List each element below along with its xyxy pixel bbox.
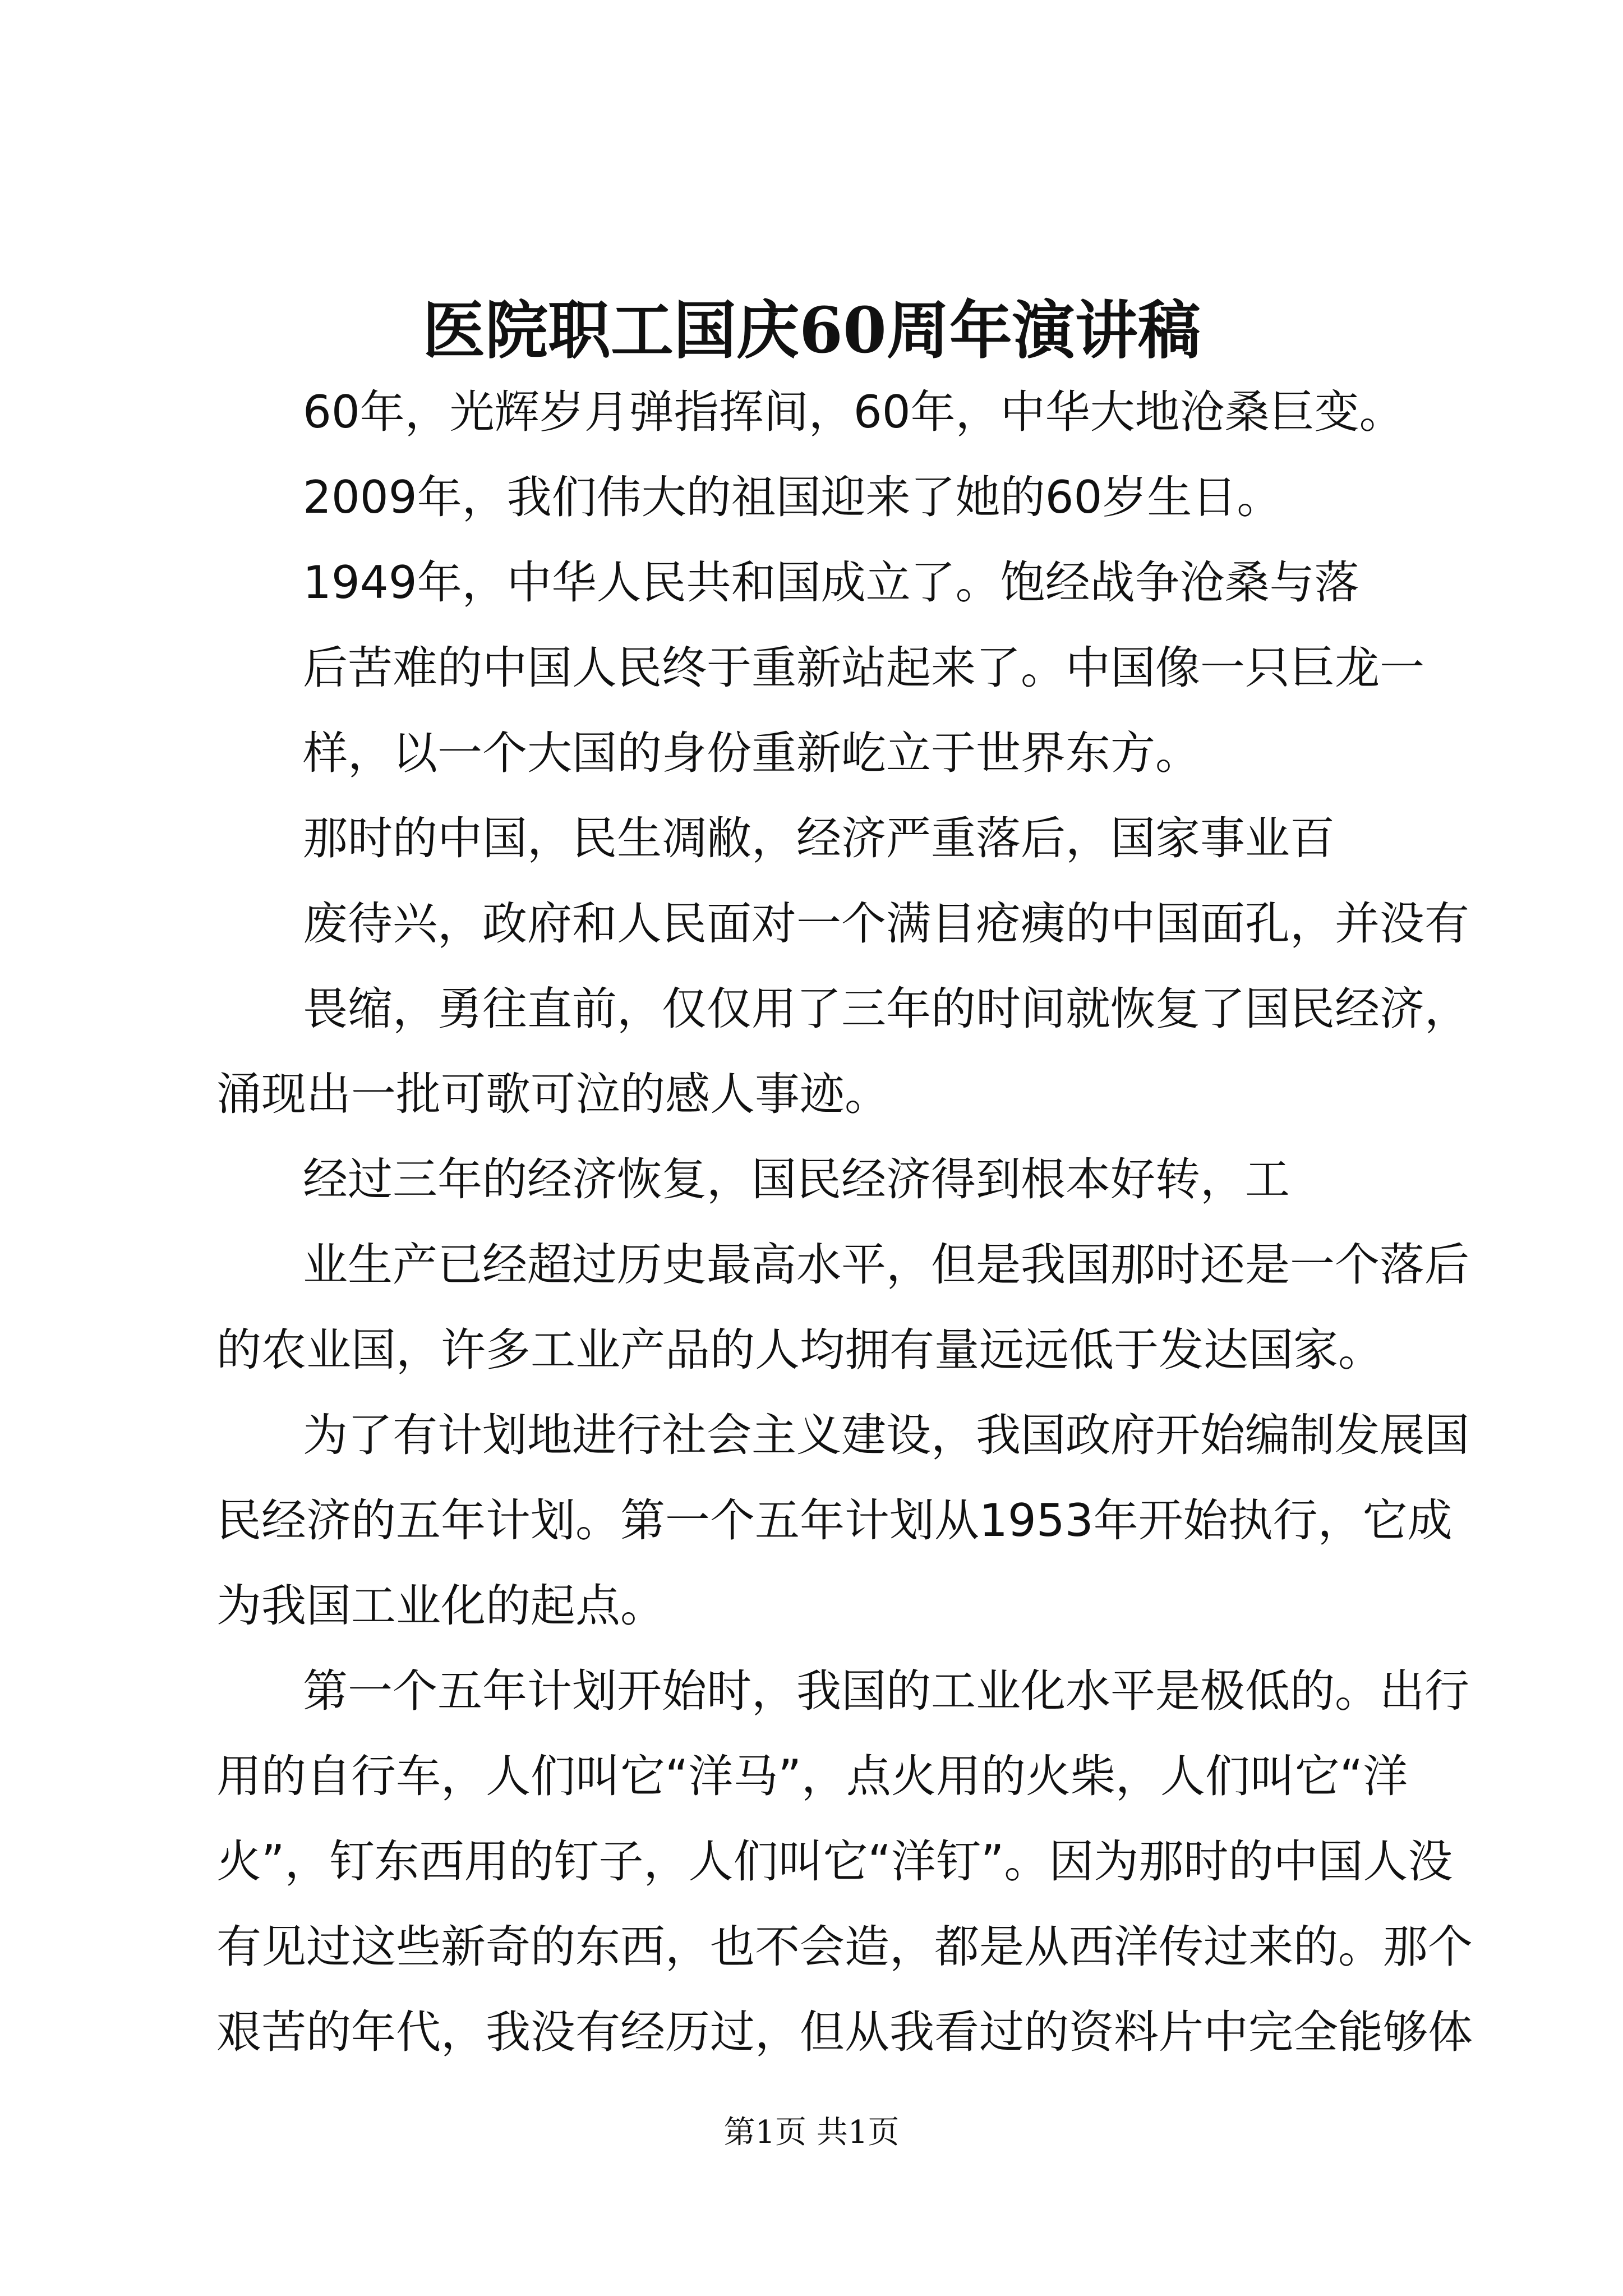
- text-line: 有见过这些新奇的东西，也不会造，都是从西洋传过来的。那个: [216, 1921, 1473, 1973]
- text-line: 后苦难的中国人民终于重新站起来了。中国像一只巨龙一: [303, 642, 1424, 694]
- text-line: 经过三年的经济恢复，国民经济得到根本好转，工: [303, 1153, 1290, 1205]
- page-footer: 第1页 共1页: [723, 2114, 900, 2151]
- text-line: 艰苦的年代，我没有经历过，但从我看过的资料片中完全能够体: [216, 2006, 1473, 2058]
- text-line: 1949年，中华人民共和国成立了。饱经战争沧桑与落: [303, 556, 1359, 609]
- text-line: 畏缩，勇往直前，仅仅用了三年的时间就恢复了国民经济，: [303, 983, 1469, 1035]
- text-line: 火”，钉东西用的钉子，人们叫它“洋钉”。因为那时的中国人没: [216, 1835, 1453, 1888]
- text-line: 废待兴，政府和人民面对一个满目疮痍的中国面孔，并没有: [303, 898, 1469, 950]
- text-line: 2009年，我们伟大的祖国迎来了她的60岁生日。: [303, 471, 1282, 523]
- document-title: 医院职工国庆60周年演讲稿: [422, 294, 1201, 367]
- text-line: 民经济的五年计划。第一个五年计划从1953年开始执行，它成: [216, 1494, 1453, 1547]
- text-line: 60年，光辉岁月弹指挥间，60年，中华大地沧桑巨变。: [303, 386, 1404, 438]
- text-line: 为了有计划地进行社会主义建设，我国政府开始编制发展国: [303, 1409, 1469, 1461]
- text-line: 用的自行车，人们叫它“洋马”，点火用的火柴，人们叫它“洋: [216, 1750, 1408, 1802]
- text-line: 的农业国，许多工业产品的人均拥有量远远低于发达国家。: [216, 1324, 1383, 1376]
- text-line: 业生产已经超过历史最高水平，但是我国那时还是一个落后: [303, 1239, 1469, 1291]
- text-line: 第一个五年计划开始时，我国的工业化水平是极低的。出行: [303, 1665, 1469, 1717]
- text-line: 为我国工业化的起点。: [216, 1580, 665, 1632]
- text-line: 涌现出一批可歌可泣的感人事迹。: [216, 1068, 889, 1120]
- text-line: 样，以一个大国的身份重新屹立于世界东方。: [303, 727, 1200, 779]
- text-line: 那时的中国，民生凋敝，经济严重落后，国家事业百: [303, 812, 1335, 864]
